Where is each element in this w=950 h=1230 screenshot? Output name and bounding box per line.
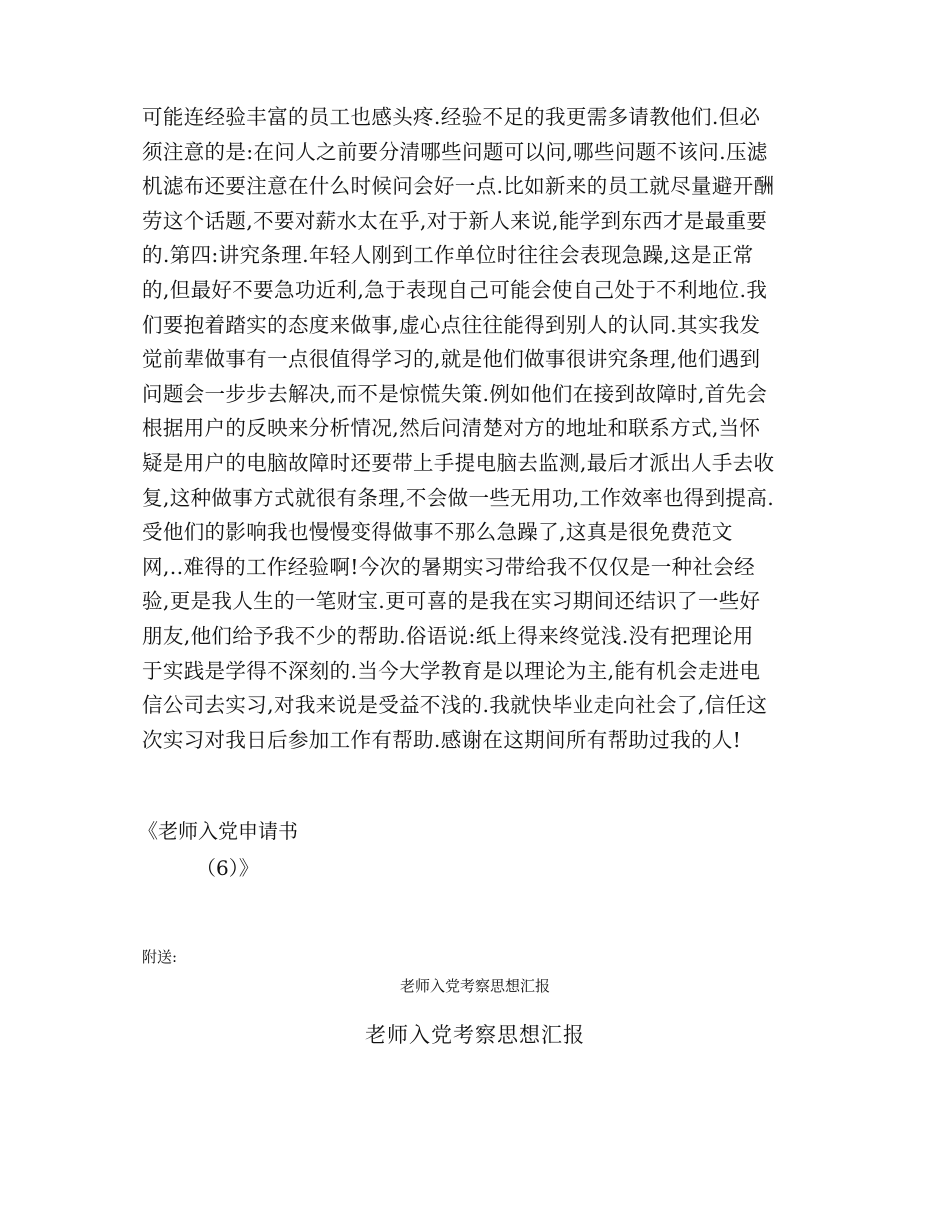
text-line: 朋友,他们给予我不少的帮助.俗语说:纸上得来终觉浅.没有把理论用 [142,623,754,648]
text-line: 机滤布还要注意在什么时候问会好一点.比如新来的员工就尽量避开酬 [142,174,775,199]
text-line: 受他们的影响我也慢慢变得做事不那么急躁了,这真是很免费范文 [142,520,733,545]
document-title: 《老师入党申请书 [138,819,298,843]
document-title-suffix: （6）》 [196,856,259,880]
text-line: 可能连经验丰富的员工也感头疼.经验不足的我更需多请教他们.但必 [142,105,761,129]
body-paragraph [142,100,822,757]
text-line: 信公司去实习,对我来说是受益不浅的.我就快毕业走向社会了,信任这 [142,693,768,718]
text-line: 劳这个话题,不要对薪水太在乎,对于新人来说,能学到东西才是最重要 [142,208,768,233]
text-line: 们要抱着踏实的态度来做事,虚心点往往能得到别人的认同.其实我发 [142,312,761,337]
appendix-label: 附送: [142,948,178,966]
text-line: 的,但最好不要急功近利,急于表现自己可能会使自己处于不利地位.我 [142,277,768,302]
text-line: 次实习对我日后参加工作有帮助.感谢在这期间所有帮助过我的人! [142,727,742,752]
text-line: 疑是用户的电脑故障时还要带上手提电脑去监测,最后才派出人手去收 [142,450,775,475]
text-line: 觉前辈做事有一点很值得学习的,就是他们做事很讲究条理,他们遇到 [142,347,761,372]
text-line: 网,..难得的工作经验啊!今次的暑期实习带给我不仅仅是一种社会经 [142,554,755,579]
text-line: 于实践是学得不深刻的.当今大学教育是以理论为主,能有机会走进电 [142,658,761,683]
text-line: 的.第四:讲究条理.年轻人刚到工作单位时往往会表现急躁,这是正常 [142,243,754,268]
text-line: 问题会一步步去解决,而不是惊慌失策.例如他们在接到故障时,首先会 [142,381,768,406]
appendix-heading: 老师入党考察思想汇报 [365,1023,585,1047]
appendix-subheading: 老师入党考察思想汇报 [399,977,550,995]
text-line: 验,更是我人生的一笔财宝.更可喜的是我在实习期间还结识了一些好 [142,589,761,614]
text-line: 须注意的是:在问人之前要分清哪些问题可以问,哪些问题不该问.压滤 [142,139,768,164]
text-line: 根据用户的反映来分析情况,然后问清楚对方的地址和联系方式,当怀 [142,416,761,441]
text-line: 复,这种做事方式就很有条理,不会做一些无用功,工作效率也得到提高. [142,485,775,510]
